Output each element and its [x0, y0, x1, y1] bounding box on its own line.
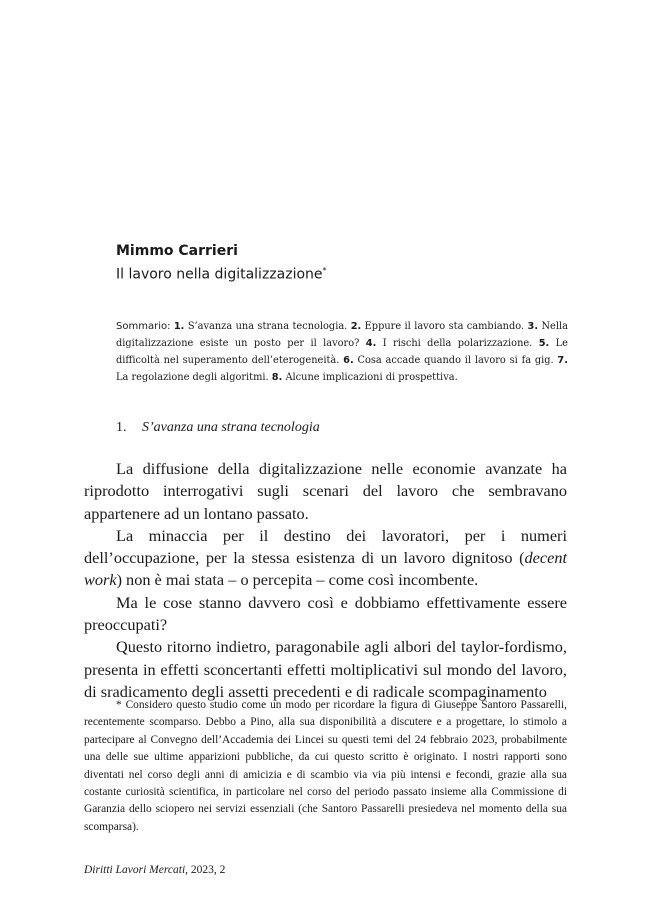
summary-item-text: Alcune implicazioni di prospettiva.	[285, 372, 458, 383]
italic-term: decent work	[84, 548, 567, 590]
title-footnote-mark[interactable]: *	[322, 266, 327, 275]
section-heading	[116, 418, 320, 438]
summary-item-num: 2.	[350, 321, 362, 332]
footnote-text: Considero questo studio come un modo per ricordare la figura di Giuseppe Santoro Passarelli, recentemente scomparso. Debbo a Pino, alla sua disponibilità a discutere e a progettare, lo stimolo a partecipare al Convegno dell’Accademia dei Lincei su questi temi del 24 febbraio 2023, probabilmente una delle sue ultime apparizioni pubbliche, da cui questo scritto è originato. I nostri rapporti sono diventati nel corso degli anni di amicizia e di scambio via via più intensi e fecondi, grazie alla sua costante curiosità scientifica, in particolare nel corso del periodo passato insieme alla Commissione di Garanzia dello sciopero nei servizi essenziali (che Santoro Passarelli presiedeva nel momento della sua scomparsa).	[84, 699, 567, 833]
paragraph	[84, 525, 567, 592]
paragraph-text: ) non è mai stata – o percepita – come così incombente.	[116, 570, 479, 590]
summary-item-num: 3.	[527, 321, 539, 332]
article-header	[116, 241, 327, 285]
summary-label: Sommario:	[116, 321, 171, 332]
section-title: S’avanza una strana tecnologia	[142, 420, 320, 435]
paragraph: La diffusione della digitalizzazione nelle economie avanzate ha riprodotto interrogativi sugli scenari del lavoro che sembravano appartenere ad un lontano passato.	[84, 459, 567, 523]
summary-item-text: Le difficoltà nel superamento dell’eterogeneità.	[116, 338, 568, 366]
summary-item-text: Nella digitalizzazione esiste un posto per il lavoro?	[116, 321, 568, 349]
summary-item-num: 4.	[365, 338, 377, 349]
running-footer	[84, 862, 225, 878]
section-number: 1.	[116, 420, 127, 435]
paragraph: Ma le cose stanno davvero così e dobbiamo effettivamente essere preoccupati?	[84, 592, 567, 635]
summary-item-num: 8.	[271, 372, 283, 383]
paragraph-text: La minaccia per il destino dei lavoratori, per i numeri dell’occupazione, per la stessa esistenza di un lavoro dignitoso (	[84, 525, 567, 568]
footnote	[84, 697, 567, 836]
summary-item-text: I rischi della polarizzazione.	[382, 338, 533, 349]
summary	[116, 318, 568, 386]
summary-item-text: S’avanza una strana tecnologia.	[187, 321, 348, 332]
summary-item-text: Cosa accade quando il lavoro si fa gig.	[357, 355, 554, 366]
body-text	[84, 458, 567, 703]
journal-issue: , 2023, 2	[185, 864, 226, 876]
summary-item-num: 5.	[538, 338, 550, 349]
summary-item-num: 7.	[557, 355, 568, 366]
summary-item-num: 6.	[343, 355, 354, 366]
footnote-mark: *	[116, 699, 122, 711]
summary-item-text: Eppure il lavoro sta cambiando.	[364, 321, 525, 332]
journal-name: Diritti Lavori Mercati	[84, 864, 186, 876]
author-name: Mimmo Carrieri	[116, 243, 238, 259]
summary-item-num: 1.	[173, 321, 185, 332]
summary-item-text: La regolazione degli algoritmi.	[116, 372, 269, 383]
article-title-text: Il lavoro nella digitalizzazione	[116, 266, 323, 283]
paragraph: Questo ritorno indietro, paragonabile agli albori del taylor-fordismo, presenta in effetti sconcertanti effetti moltiplicativi sul mondo del lavoro, di sradicamento degli assetti precedenti e di radicale scompaginamento	[84, 637, 567, 701]
article-title	[116, 261, 327, 285]
